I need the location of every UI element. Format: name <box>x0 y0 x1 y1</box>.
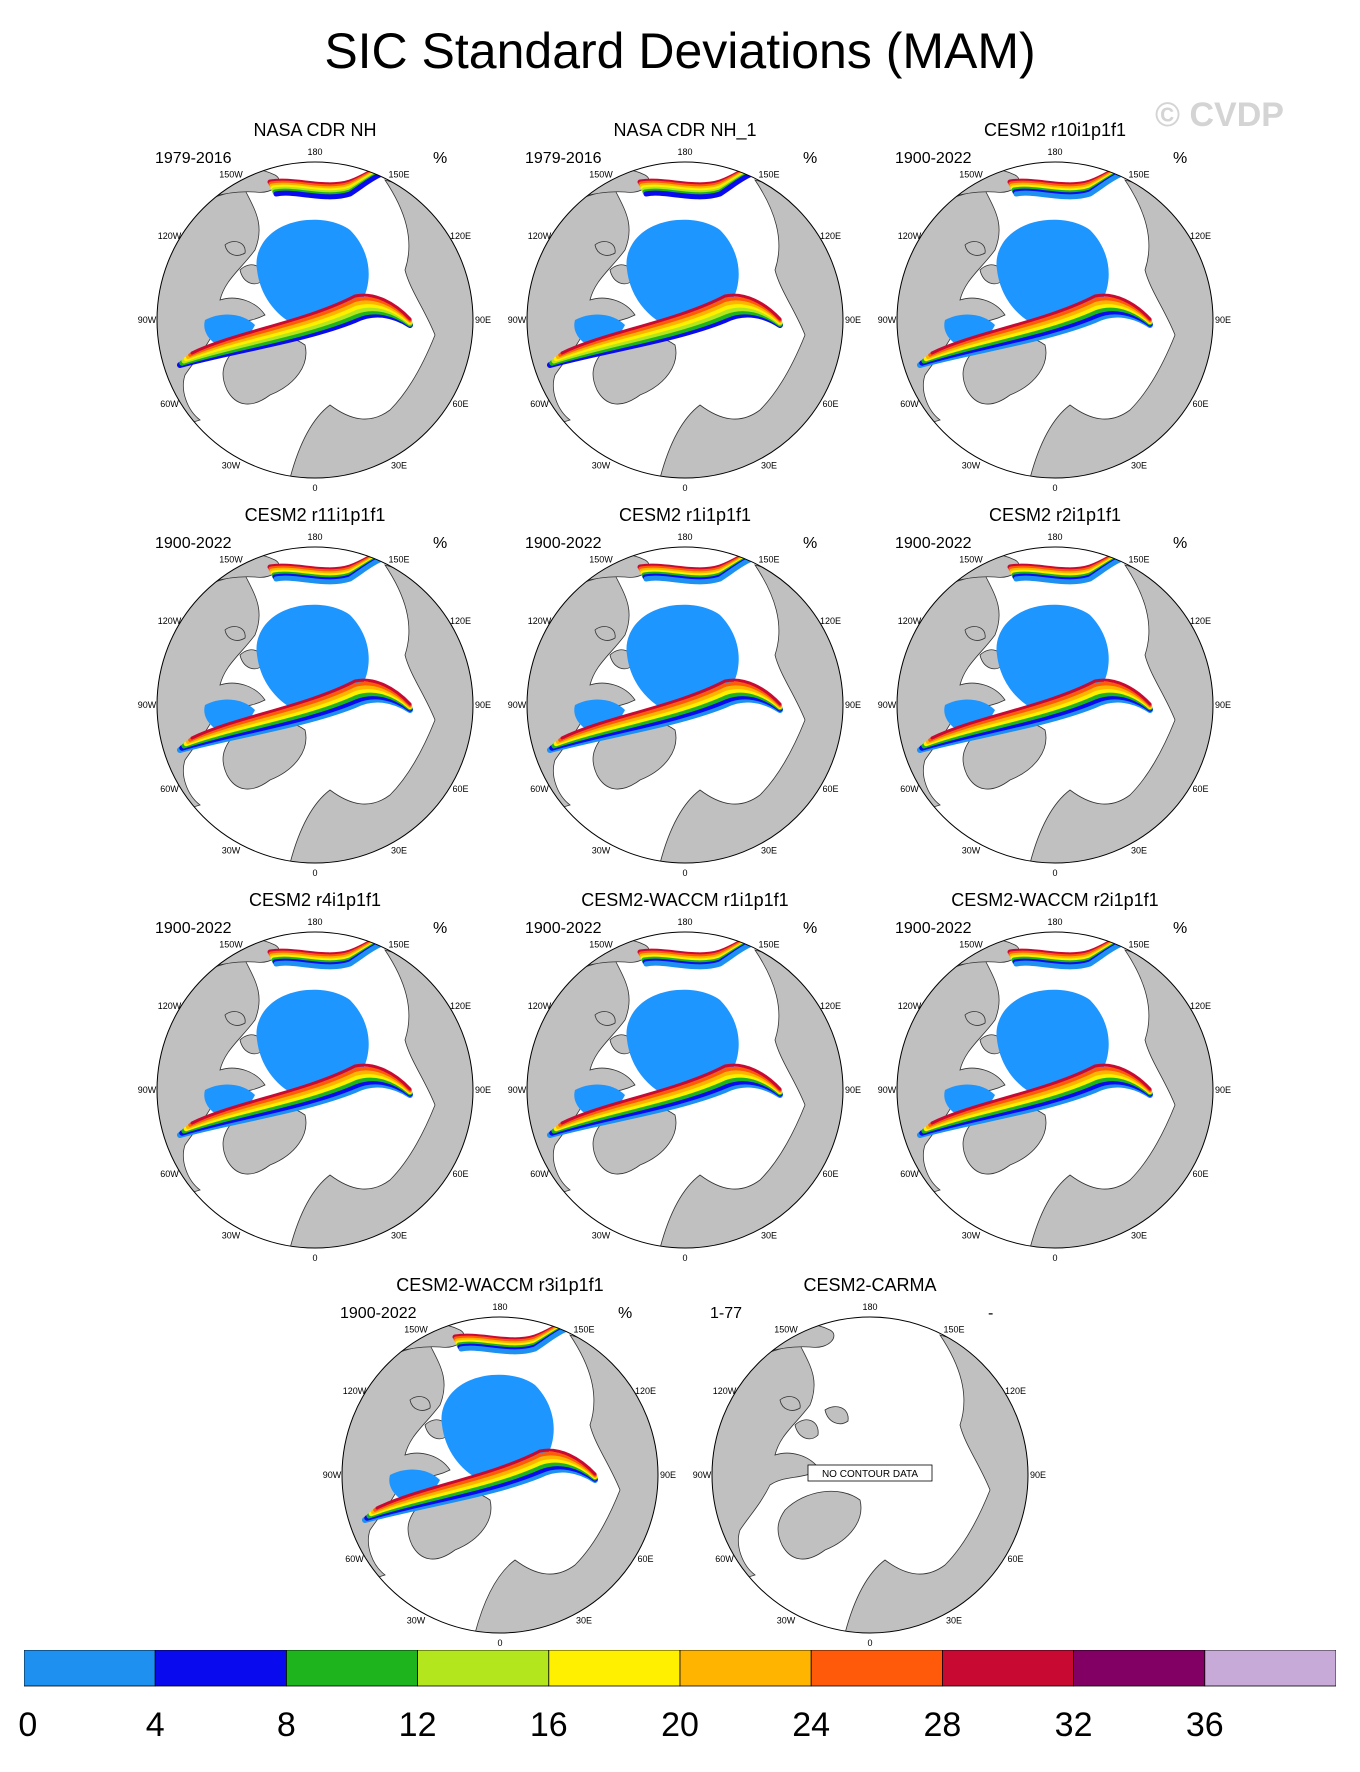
panel-years: 1900-2022 <box>155 535 232 552</box>
longitude-label: 60E <box>1192 399 1209 409</box>
longitude-label: 150W <box>959 169 983 180</box>
panel-title: CESM2 r10i1p1f1 <box>983 120 1127 140</box>
panel-title: CESM2-WACCM r2i1p1f1 <box>951 890 1159 910</box>
longitude-label: 60W <box>530 1169 549 1179</box>
colorbar-tick-label: 8 <box>276 1706 296 1744</box>
longitude-label: 30W <box>221 460 241 471</box>
longitude-label: 120W <box>897 231 922 241</box>
map-panel <box>135 120 495 500</box>
longitude-label: 150E <box>758 169 780 180</box>
longitude-label: 60W <box>530 784 549 794</box>
colorbar-swatch <box>24 1650 155 1686</box>
colorbar-tick-label: 32 <box>1054 1706 1093 1744</box>
map-panel <box>135 505 495 885</box>
map-panel <box>875 120 1235 500</box>
longitude-label: 0 <box>867 1638 873 1648</box>
map-panel <box>505 120 865 500</box>
panel-units: % <box>803 150 818 167</box>
panel-title: CESM2 r1i1p1f1 <box>618 505 752 525</box>
longitude-label: 180 <box>677 917 693 927</box>
longitude-label: 90E <box>1029 1470 1047 1480</box>
longitude-label: 180 <box>307 532 323 542</box>
no-data-label: NO CONTOUR DATA <box>821 1469 919 1480</box>
polar-map <box>505 120 865 500</box>
longitude-label: 30W <box>961 845 981 856</box>
longitude-label: 150W <box>589 554 613 565</box>
longitude-label: 30W <box>221 1230 241 1241</box>
watermark: © CVDP <box>1155 96 1284 134</box>
longitude-label: 60E <box>822 1169 839 1179</box>
panel-years: 1979-2016 <box>155 150 232 167</box>
longitude-label: 90E <box>474 315 492 325</box>
longitude-label: 0 <box>312 483 318 493</box>
colorbar-swatch <box>549 1650 680 1686</box>
longitude-label: 90W <box>877 700 897 710</box>
panel-units: % <box>433 150 448 167</box>
longitude-label: 90E <box>1214 1085 1232 1095</box>
longitude-label: 150E <box>388 169 410 180</box>
longitude-label: 30W <box>776 1615 796 1626</box>
longitude-label: 30W <box>406 1615 426 1626</box>
longitude-label: 180 <box>677 147 693 157</box>
longitude-label: 150E <box>573 1324 595 1335</box>
longitude-label: 120W <box>712 1386 737 1396</box>
longitude-label: 90W <box>692 1470 712 1480</box>
longitude-label: 180 <box>677 532 693 542</box>
longitude-label: 150W <box>959 939 983 950</box>
longitude-label: 120E <box>634 1386 657 1396</box>
colorbar-swatch <box>1074 1650 1205 1686</box>
panel-units: % <box>433 920 448 937</box>
panel-units: % <box>1173 535 1188 552</box>
longitude-label: 30W <box>221 845 241 856</box>
longitude-label: 60W <box>160 784 179 794</box>
longitude-label: 120W <box>342 1386 367 1396</box>
map-panel <box>875 890 1235 1270</box>
panel-units: % <box>803 920 818 937</box>
longitude-label: 30E <box>1130 1230 1148 1241</box>
polar-map <box>875 505 1235 885</box>
longitude-label: 150W <box>589 939 613 950</box>
polar-map <box>875 120 1235 500</box>
longitude-label: 150E <box>758 554 780 565</box>
colorbar-tick-label: 24 <box>792 1706 831 1744</box>
longitude-label: 60E <box>1007 1554 1024 1564</box>
longitude-label: 150W <box>404 1324 428 1335</box>
longitude-label: 60E <box>1192 1169 1209 1179</box>
panel-title: CESM2 r2i1p1f1 <box>988 505 1122 525</box>
longitude-label: 120E <box>449 231 472 241</box>
longitude-label: 90E <box>844 315 862 325</box>
longitude-label: 60W <box>160 1169 179 1179</box>
longitude-label: 180 <box>307 147 323 157</box>
longitude-label: 60W <box>900 1169 919 1179</box>
longitude-label: 180 <box>1047 917 1063 927</box>
longitude-label: 120W <box>897 1001 922 1011</box>
panel-units: % <box>803 535 818 552</box>
longitude-label: 120E <box>1189 231 1212 241</box>
longitude-label: 60W <box>715 1554 734 1564</box>
longitude-label: 150W <box>589 169 613 180</box>
panel-years: 1979-2016 <box>525 150 602 167</box>
longitude-label: 0 <box>682 1253 688 1263</box>
figure-title: SIC Standard Deviations (MAM) <box>324 23 1036 79</box>
panel-units: % <box>618 1305 633 1322</box>
longitude-label: 120E <box>1189 616 1212 626</box>
longitude-label: 90W <box>877 1085 897 1095</box>
longitude-label: 180 <box>492 1302 508 1312</box>
map-panel <box>320 1275 680 1655</box>
longitude-label: 90W <box>322 1470 342 1480</box>
longitude-label: 150W <box>219 169 243 180</box>
colorbar-swatch <box>680 1650 811 1686</box>
colorbar-tick-label: 12 <box>398 1706 437 1744</box>
longitude-label: 120E <box>1004 1386 1027 1396</box>
longitude-label: 120E <box>1189 1001 1212 1011</box>
longitude-label: 180 <box>1047 532 1063 542</box>
longitude-label: 30E <box>760 460 778 471</box>
longitude-label: 90E <box>844 700 862 710</box>
longitude-label: 150W <box>959 554 983 565</box>
polar-map <box>135 890 495 1270</box>
longitude-label: 0 <box>497 1638 503 1648</box>
colorbar-swatch <box>286 1650 417 1686</box>
longitude-label: 0 <box>1052 868 1058 878</box>
longitude-label: 60E <box>637 1554 654 1564</box>
longitude-label: 90E <box>474 1085 492 1095</box>
longitude-label: 30E <box>390 460 408 471</box>
longitude-label: 180 <box>1047 147 1063 157</box>
longitude-label: 150E <box>1128 939 1150 950</box>
panel-years: 1-77 <box>710 1305 743 1322</box>
panel-years: 1900-2022 <box>155 920 232 937</box>
longitude-label: 120E <box>449 1001 472 1011</box>
polar-map <box>135 120 495 500</box>
colorbar-tick-label: 4 <box>145 1706 165 1744</box>
longitude-label: 60E <box>452 784 469 794</box>
map-panel <box>505 505 865 885</box>
longitude-label: 30E <box>390 1230 408 1241</box>
longitude-label: 150E <box>388 939 410 950</box>
longitude-label: 90E <box>659 1470 677 1480</box>
colorbar-swatch <box>155 1650 286 1686</box>
longitude-label: 150E <box>1128 169 1150 180</box>
longitude-label: 90W <box>877 315 897 325</box>
longitude-label: 150W <box>219 554 243 565</box>
longitude-label: 60W <box>160 399 179 409</box>
panel-units: % <box>1173 150 1188 167</box>
longitude-label: 180 <box>862 1302 878 1312</box>
panel-units: % <box>1173 920 1188 937</box>
longitude-label: 60E <box>822 399 839 409</box>
longitude-label: 0 <box>1052 483 1058 493</box>
longitude-label: 120W <box>527 1001 552 1011</box>
longitude-label: 60W <box>345 1554 364 1564</box>
colorbar-swatch <box>418 1650 549 1686</box>
longitude-label: 120W <box>157 616 182 626</box>
panel-units: % <box>433 535 448 552</box>
longitude-label: 120E <box>819 616 842 626</box>
longitude-label: 90W <box>137 1085 157 1095</box>
longitude-label: 30E <box>1130 460 1148 471</box>
panel-years: 1900-2022 <box>525 535 602 552</box>
panel-title: CESM2-WACCM r1i1p1f1 <box>581 890 789 910</box>
polar-map <box>135 505 495 885</box>
longitude-label: 120W <box>157 231 182 241</box>
longitude-label: 30E <box>760 1230 778 1241</box>
longitude-label: 0 <box>682 868 688 878</box>
map-panel <box>505 890 865 1270</box>
panel-years: 1900-2022 <box>895 150 972 167</box>
longitude-label: 60E <box>452 1169 469 1179</box>
longitude-label: 120E <box>449 616 472 626</box>
longitude-label: 30W <box>961 460 981 471</box>
colorbar-tick-label: 16 <box>529 1706 568 1744</box>
longitude-label: 120E <box>819 231 842 241</box>
panel-years: 1900-2022 <box>525 920 602 937</box>
polar-map <box>505 505 865 885</box>
longitude-label: 60W <box>900 784 919 794</box>
longitude-label: 150W <box>219 939 243 950</box>
longitude-label: 30E <box>575 1615 593 1626</box>
longitude-label: 30W <box>961 1230 981 1241</box>
longitude-label: 150E <box>1128 554 1150 565</box>
colorbar-tick-label: 28 <box>923 1706 962 1744</box>
longitude-label: 30W <box>591 460 611 471</box>
longitude-label: 30E <box>390 845 408 856</box>
longitude-label: 0 <box>682 483 688 493</box>
longitude-label: 120W <box>897 616 922 626</box>
longitude-label: 60E <box>822 784 839 794</box>
map-panel <box>135 890 495 1270</box>
longitude-label: 120W <box>157 1001 182 1011</box>
longitude-label: 90E <box>1214 700 1232 710</box>
colorbar-tick-label: 36 <box>1185 1706 1224 1744</box>
panel-title: NASA CDR NH <box>253 120 377 140</box>
longitude-label: 30E <box>1130 845 1148 856</box>
map-panel <box>875 505 1235 885</box>
polar-map <box>875 890 1235 1270</box>
longitude-label: 180 <box>307 917 323 927</box>
panel-years: 1900-2022 <box>340 1305 417 1322</box>
polar-map <box>505 890 865 1270</box>
longitude-label: 30W <box>591 1230 611 1241</box>
panel-units: - <box>988 1305 994 1322</box>
panel-years: 1900-2022 <box>895 535 972 552</box>
longitude-label: 0 <box>312 1253 318 1263</box>
longitude-label: 60W <box>530 399 549 409</box>
longitude-label: 30E <box>945 1615 963 1626</box>
longitude-label: 90W <box>137 700 157 710</box>
colorbar-swatch <box>942 1650 1073 1686</box>
longitude-label: 90E <box>1214 315 1232 325</box>
longitude-label: 150E <box>758 939 780 950</box>
colorbar <box>24 1650 1336 1690</box>
longitude-label: 150W <box>774 1324 798 1335</box>
longitude-label: 90W <box>507 1085 527 1095</box>
longitude-label: 90W <box>507 315 527 325</box>
panel-title: CESM2-CARMA <box>803 1275 937 1295</box>
colorbar-swatch <box>1205 1650 1336 1686</box>
longitude-label: 120W <box>527 231 552 241</box>
panel-years: 1900-2022 <box>895 920 972 937</box>
longitude-label: 0 <box>1052 1253 1058 1263</box>
longitude-label: 150E <box>388 554 410 565</box>
colorbar-tick-label: 20 <box>661 1706 699 1744</box>
map-panel <box>690 1275 1050 1655</box>
panel-title: CESM2-WACCM r3i1p1f1 <box>396 1275 604 1295</box>
polar-map <box>690 1275 1050 1655</box>
polar-map <box>320 1275 680 1655</box>
longitude-label: 30W <box>591 845 611 856</box>
longitude-label: 90W <box>507 700 527 710</box>
longitude-label: 60W <box>900 399 919 409</box>
longitude-label: 150E <box>943 1324 965 1335</box>
panel-title: CESM2 r11i1p1f1 <box>244 505 386 525</box>
panel-title: CESM2 r4i1p1f1 <box>248 890 382 910</box>
colorbar-tick-label: 0 <box>18 1706 38 1744</box>
longitude-label: 120E <box>819 1001 842 1011</box>
longitude-label: 60E <box>452 399 469 409</box>
colorbar-swatch <box>811 1650 942 1686</box>
panel-title: NASA CDR NH_1 <box>613 120 757 140</box>
longitude-label: 0 <box>312 868 318 878</box>
longitude-label: 120W <box>527 616 552 626</box>
longitude-label: 90E <box>474 700 492 710</box>
longitude-label: 60E <box>1192 784 1209 794</box>
longitude-label: 90E <box>844 1085 862 1095</box>
longitude-label: 30E <box>760 845 778 856</box>
longitude-label: 90W <box>137 315 157 325</box>
